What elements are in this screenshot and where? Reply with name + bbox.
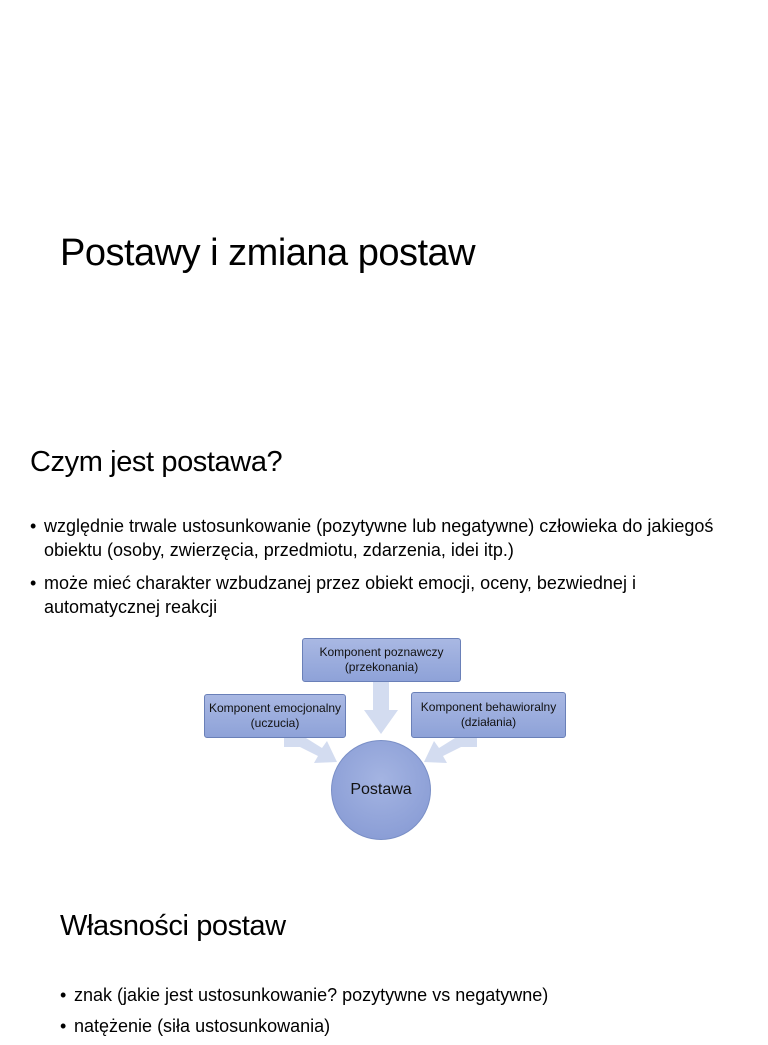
section-heading-definition: Czym jest postawa?	[30, 446, 283, 478]
arrow-left-to-center	[284, 738, 337, 763]
list-item: • względnie trwale ustosunkowanie (pozytywne lub negatywne) człowieka do jakiegoś obiektu (osoby, zwierzęcia, przedmiotu, zdarzenia, idei itp.)	[30, 514, 730, 562]
list-item: • znak (jakie jest ustosunkowanie? pozytywne vs negatywne)	[60, 983, 740, 1007]
definition-bullet-list	[30, 514, 730, 628]
section-heading-properties: Własności postaw	[60, 910, 286, 942]
behavioral-component-box: Komponent behawioralny (działania)	[411, 692, 566, 738]
list-item: • natężenie (siła ustosunkowania)	[60, 1014, 740, 1038]
page-title: Postawy i zmiana postaw	[60, 232, 476, 274]
properties-bullet-list	[60, 983, 740, 1045]
cognitive-component-box: Komponent poznawczy (przekonania)	[302, 638, 461, 682]
arrow-right-to-center	[424, 738, 477, 763]
emotional-component-box: Komponent emocjonalny (uczucia)	[204, 694, 346, 738]
arrow-top-to-center	[364, 682, 398, 734]
list-item: • może mieć charakter wzbudzanej przez obiekt emocji, oceny, bezwiednej i automatycznej reakcji	[30, 571, 730, 619]
attitude-components-diagram	[196, 630, 576, 850]
attitude-center-circle: Postawa	[331, 740, 431, 840]
